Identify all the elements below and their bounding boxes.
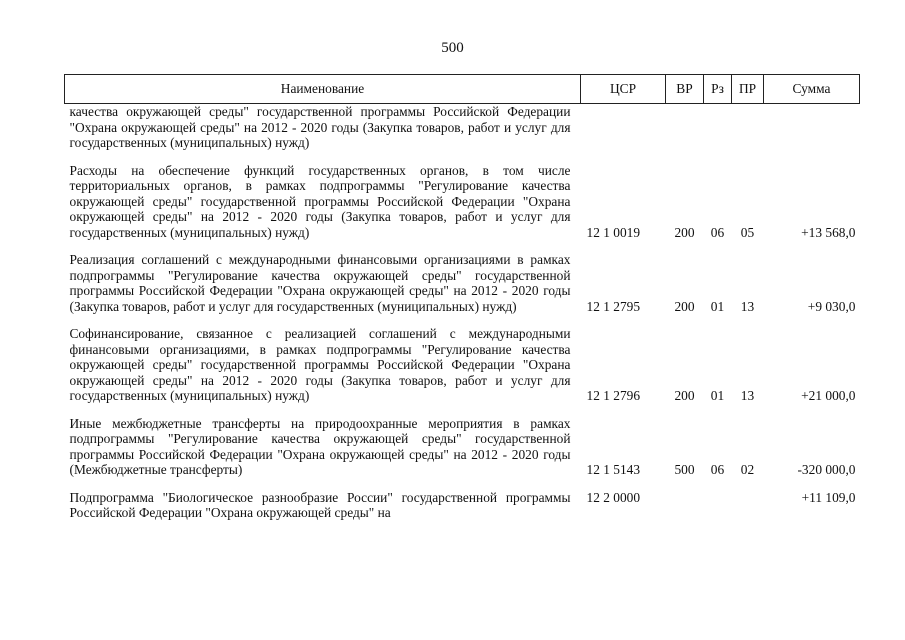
page-number: 500 (441, 40, 464, 56)
row-csr: 12 1 2796 (586, 388, 641, 403)
row-vr: 200 (674, 224, 695, 240)
col-header-vr: ВР (666, 75, 704, 104)
table-row (65, 326, 860, 404)
row-sum (764, 104, 860, 151)
row-pr (732, 104, 764, 151)
row-name: Софинансирование, связанное с реализацией соглашений с международными финансовыми организациями, в рамках подпрограммы "Регулирование качества окружающей среды" государственной программы Российской Федерации "Охрана окружающей среды" на 2012 - 2020 годы (Закупка товаров, работ и услуг для государственных (муниципальных) нужд) (69, 326, 571, 403)
col-header-sum: Сумма (764, 75, 860, 104)
row-pr: 13 (740, 298, 755, 314)
row-csr: 12 1 5143 (586, 462, 641, 477)
budget-table (64, 74, 860, 521)
row-csr: 12 2 0000 (586, 489, 641, 505)
row-rz (704, 104, 732, 151)
row-rz: 06 (710, 224, 725, 240)
row-pr: 05 (740, 224, 755, 240)
table-row (65, 490, 860, 521)
row-rz: 01 (710, 298, 725, 314)
col-header-csr: ЦСР (581, 75, 666, 104)
row-pr: 13 (740, 388, 755, 403)
row-pr: 02 (740, 462, 755, 477)
col-header-rz: Рз (704, 75, 732, 104)
row-vr (666, 490, 704, 521)
row-sum: +21 000,0 (801, 388, 856, 403)
row-rz: 06 (710, 462, 725, 477)
row-rz: 01 (710, 388, 725, 403)
table-row (65, 252, 860, 314)
col-header-name: Наименование (65, 75, 581, 104)
row-name: Расходы на обеспечение функций государственных органов, в том числе территориальных органов, в рамках подпрограммы "Регулирование качества окружающей среды" государственной программы Российской Федерации "Охрана окружающей среды" на 2012 - 2020 годы (Закупка товаров, работ и услуг для государственных (муниципальных) нужд) (69, 162, 571, 240)
row-pr (732, 490, 764, 521)
col-header-pr: ПР (732, 75, 764, 104)
row-rz (704, 490, 732, 521)
row-csr (581, 104, 666, 151)
row-csr: 12 1 2795 (586, 298, 641, 314)
row-sum: +9 030,0 (807, 298, 856, 314)
row-sum: +11 109,0 (801, 489, 856, 505)
row-vr: 500 (674, 462, 695, 477)
row-name: Иные межбюджетные трансферты на природоохранные мероприятия в рамках подпрограммы "Регулирование качества окружающей среды" государственной программы Российской Федерации "Охрана окружающей среды" на 2012 - 2020 годы (Межбюджетные трансферты) (69, 415, 571, 477)
row-sum: -320 000,0 (797, 462, 856, 477)
row-vr: 200 (674, 388, 695, 403)
table-row (65, 104, 860, 151)
table-header (65, 75, 860, 104)
row-sum: +13 568,0 (801, 224, 856, 240)
row-vr (666, 104, 704, 151)
row-vr: 200 (674, 298, 695, 314)
row-csr: 12 1 0019 (586, 224, 641, 240)
row-name: качества окружающей среды" государственной программы Российской Федерации "Охрана окружающей среды" на 2012 - 2020 годы (Закупка товаров, работ и услуг для государственных (муниципальных) нужд) (69, 104, 571, 150)
table-row (65, 163, 860, 241)
row-name: Реализация соглашений с международными финансовыми организациями в рамках подпрограммы "Регулирование качества окружающей среды" государственной программы Российской Федерации "Охрана окружающей среды" на 2012 - 2020 годы (Закупка товаров, работ и услуг для государственных (муниципальных) нужд) (69, 252, 571, 314)
table-row (65, 416, 860, 478)
row-name: Подпрограмма "Биологическое разнообразие России" государственной программы Российской Федерации "Охрана окружающей среды" на (69, 489, 571, 520)
